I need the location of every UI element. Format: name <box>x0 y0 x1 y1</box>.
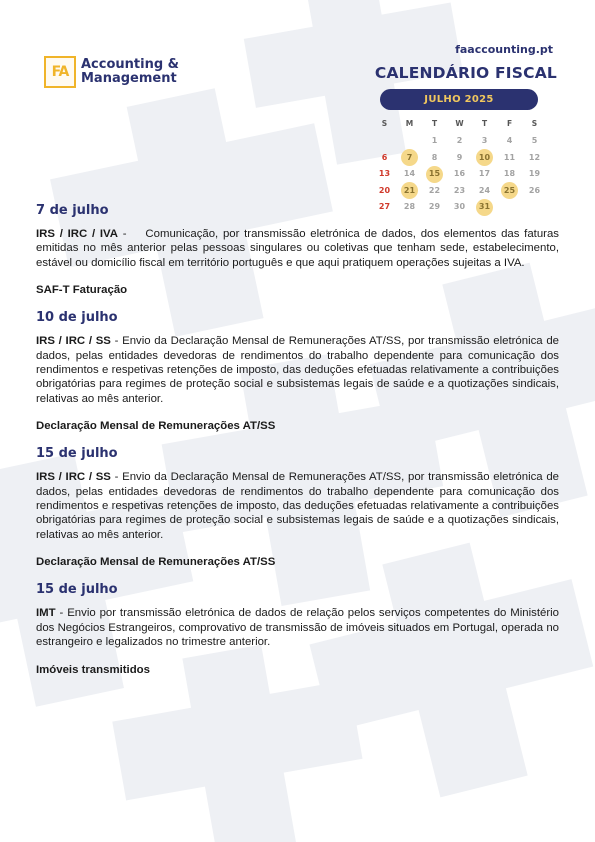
weekday-label: T <box>431 118 438 128</box>
calendar-day: 11 <box>503 152 516 162</box>
deadline-date: 7 de julho <box>36 203 109 218</box>
deadline-entry <box>36 582 563 676</box>
tax-code: IRS / IRC / SS <box>36 335 111 348</box>
calendar-day: 21 <box>397 182 422 199</box>
deadline-description <box>36 606 563 649</box>
calendar-title: CALENDÁRIO FISCAL <box>374 64 557 82</box>
website-link[interactable]: faaccounting.pt <box>455 43 553 56</box>
calendar-day: 4 <box>506 136 513 146</box>
company-logo <box>44 56 179 88</box>
calendar-day: 3 <box>481 136 488 146</box>
weekday-label: S <box>381 118 388 128</box>
deadline-description <box>36 334 563 406</box>
calendar-weekday-row <box>372 116 547 133</box>
calendar-day: 5 <box>531 136 538 146</box>
deadline-subject: Declaração Mensal de Remunerações AT/SS <box>36 556 276 569</box>
calendar-day: 6 <box>381 152 388 162</box>
weekday-label: T <box>481 118 488 128</box>
calendar-day: 20 <box>378 185 391 195</box>
calendar-day: 29 <box>428 202 441 212</box>
tax-code: IMT <box>36 607 56 620</box>
calendar-day: 10 <box>472 149 497 166</box>
calendar-day: 17 <box>478 169 491 179</box>
calendar-day: 25 <box>497 182 522 199</box>
calendar-day: 12 <box>528 152 541 162</box>
calendar-day: 27 <box>378 202 391 212</box>
deadline-entry <box>36 203 563 297</box>
calendar-day: 18 <box>503 169 516 179</box>
calendar-day: 19 <box>528 169 541 179</box>
calendar-day: 13 <box>378 169 391 179</box>
calendar-day: 28 <box>403 202 416 212</box>
calendar-day: 24 <box>478 185 491 195</box>
logo-line-1: Accounting & <box>81 57 180 72</box>
deadline-date: 15 de julho <box>36 446 118 462</box>
calendar-day: 22 <box>428 185 441 195</box>
logo-text <box>81 58 179 86</box>
description-text: - Envio da Declaração Mensal de Remunerações AT/SS, por transmissão eletrónica de dados, pelas entidades devedoras de rendimentos do trabalho dependente para comunicação dos rendimentos e respetivas retenções de imposto, das deduções efetuadas relativamente a contribuições obrigatórias para regimes de proteção social e subsistemas legais de saúde e a quotizações sindicais, relativas ao mês anterior. <box>36 335 563 405</box>
calendar-day: 7 <box>397 149 422 166</box>
calendar-grid <box>372 116 547 215</box>
calendar-week-row <box>372 182 547 199</box>
calendar-week-row <box>372 166 547 183</box>
deadline-list <box>36 203 563 690</box>
deadline-subject: Imóveis transmitidos <box>36 663 150 676</box>
deadline-subject: SAF-T Faturação <box>36 284 128 297</box>
calendar-day: 14 <box>403 169 416 179</box>
calendar-day: 30 <box>453 202 466 212</box>
calendar-empty-cell <box>397 133 422 150</box>
deadline-date: 15 de julho <box>36 582 118 598</box>
deadline-description <box>36 470 563 542</box>
weekday-label: S <box>531 118 538 128</box>
description-text: - Envio da Declaração Mensal de Remunerações AT/SS, por transmissão eletrónica de dados, pelas entidades devedoras de rendimentos do trabalho dependente para comunicação dos rendimentos e respetivas retenções de imposto, das deduções efetuadas relativamente a contribuições obrigatórias para regimes de proteção social e subsistemas legais de saúde e a quotizações sindicais, relativas ao mês anterior. <box>36 471 563 541</box>
calendar-day: 16 <box>453 169 466 179</box>
fa-logo-icon: FA <box>44 56 76 88</box>
deadline-entry <box>36 310 563 433</box>
deadline-entry <box>36 446 563 569</box>
deadline-subject: Declaração Mensal de Remunerações AT/SS <box>36 420 276 433</box>
calendar-day: 1 <box>431 136 438 146</box>
tax-code: IRS / IRC / SS <box>36 471 111 484</box>
month-label: JULHO 2025 <box>380 89 538 110</box>
calendar-day: 15 <box>422 166 447 183</box>
calendar-day: 2 <box>456 136 463 146</box>
calendar-day: 8 <box>431 152 438 162</box>
calendar-day: 23 <box>453 185 466 195</box>
calendar-empty-cell <box>372 133 397 150</box>
logo-line-2: Management <box>81 71 177 86</box>
deadline-description <box>36 227 563 270</box>
calendar-day: 31 <box>472 199 497 216</box>
weekday-label: M <box>405 118 414 128</box>
deadline-date: 10 de julho <box>36 310 118 326</box>
calendar-week-row <box>372 149 547 166</box>
calendar-day: 26 <box>528 185 541 195</box>
calendar-week-row <box>372 133 547 150</box>
weekday-label: F <box>506 118 513 128</box>
description-text: - Comunicação, por transmissão eletrónica de dados, dos elementos das faturas emitidas no mês anterior pelas pessoas singulares ou coletivas que tenham sede, estabelecimento, estável ou domicílio fiscal em território português e que aqui pratiquem operações sujeitas a IVA. <box>36 228 563 269</box>
weekday-label: W <box>455 118 464 128</box>
tax-code: IRS / IRC / IVA <box>36 228 118 240</box>
calendar-day: 9 <box>456 152 463 162</box>
description-text: - Envio por transmissão eletrónica de dados de relação pelos serviços competentes do Ministério dos Negócios Estrangeiros, comprovativo de transmissão de imóveis situados em Portugal, operada no estrangeiro e legalizados no trimestre anterior. <box>36 607 563 649</box>
